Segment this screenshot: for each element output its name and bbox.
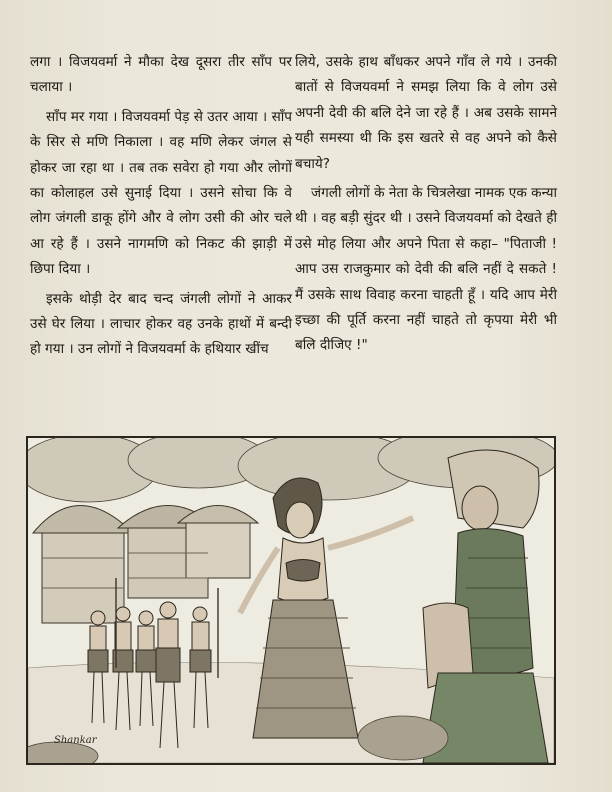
paragraph-3: इसके थोड़ी देर बाद चन्द जंगली लोगों ने आकर उसे घेर लिया । लाचार होकर वह उनके हाथों में बन्दी हो गया । उन लोगों ने विजयवर्मा के हथियार खींच	[30, 290, 292, 358]
paragraph-4: लिये, उसके हाथ बाँधकर अपने गाँव ले गये । उनकी बातों से विजयवर्मा ने समझ लिया कि वे लोग उसे अपनी देवी की बलि देने जा रहे हैं । अब उसके सामने यही समस्या थी कि इस खतरे से वह अपने को कैसे बचाये?	[295, 54, 557, 172]
paragraph-1: लगा । विजयवर्मा ने मौका देख दूसरा तीर साँप पर चलाया ।	[30, 54, 292, 96]
illustration-drawing	[28, 438, 554, 763]
right-text-column	[295, 50, 557, 363]
artist-signature: Shankar	[54, 735, 97, 746]
left-text-column	[30, 50, 292, 367]
paragraph-2: साँप मर गया । विजयवर्मा पेड़ से उतर आया । साँप के सिर से मणि निकाला । वह मणि लेकर जंगल से होकर जा रहा था । तब तक सवेरा हो गया और लोगों का कोलाहल उसे सुनाई दिया । उसने सोचा कि वे लोग जंगली डाकू होंगे और वे लोग उसी की ओर चले आ रहे हैं । उसने नागमणि को निकट की झाड़ी में छिपा दिया ।	[30, 108, 292, 278]
paragraph-5: जंगली लोगों के नेता के चित्रलेखा नामक एक कन्या थी । वह बड़ी सुंदर थी । उसने विजयवर्मा को देखते ही उसे मोह लिया और अपने पिता से कहा– "पिताजी ! आप उस राजकुमार को देवी की बलि नहीं दे सकते ! मैं उसके साथ विवाह करना चाहती हूँ । यदि आप मेरी इच्छा की पूर्ति करना नहीं चाहते तो कृपया मेरी भी बलि दीजिए !"	[295, 185, 557, 354]
story-illustration	[26, 436, 556, 765]
